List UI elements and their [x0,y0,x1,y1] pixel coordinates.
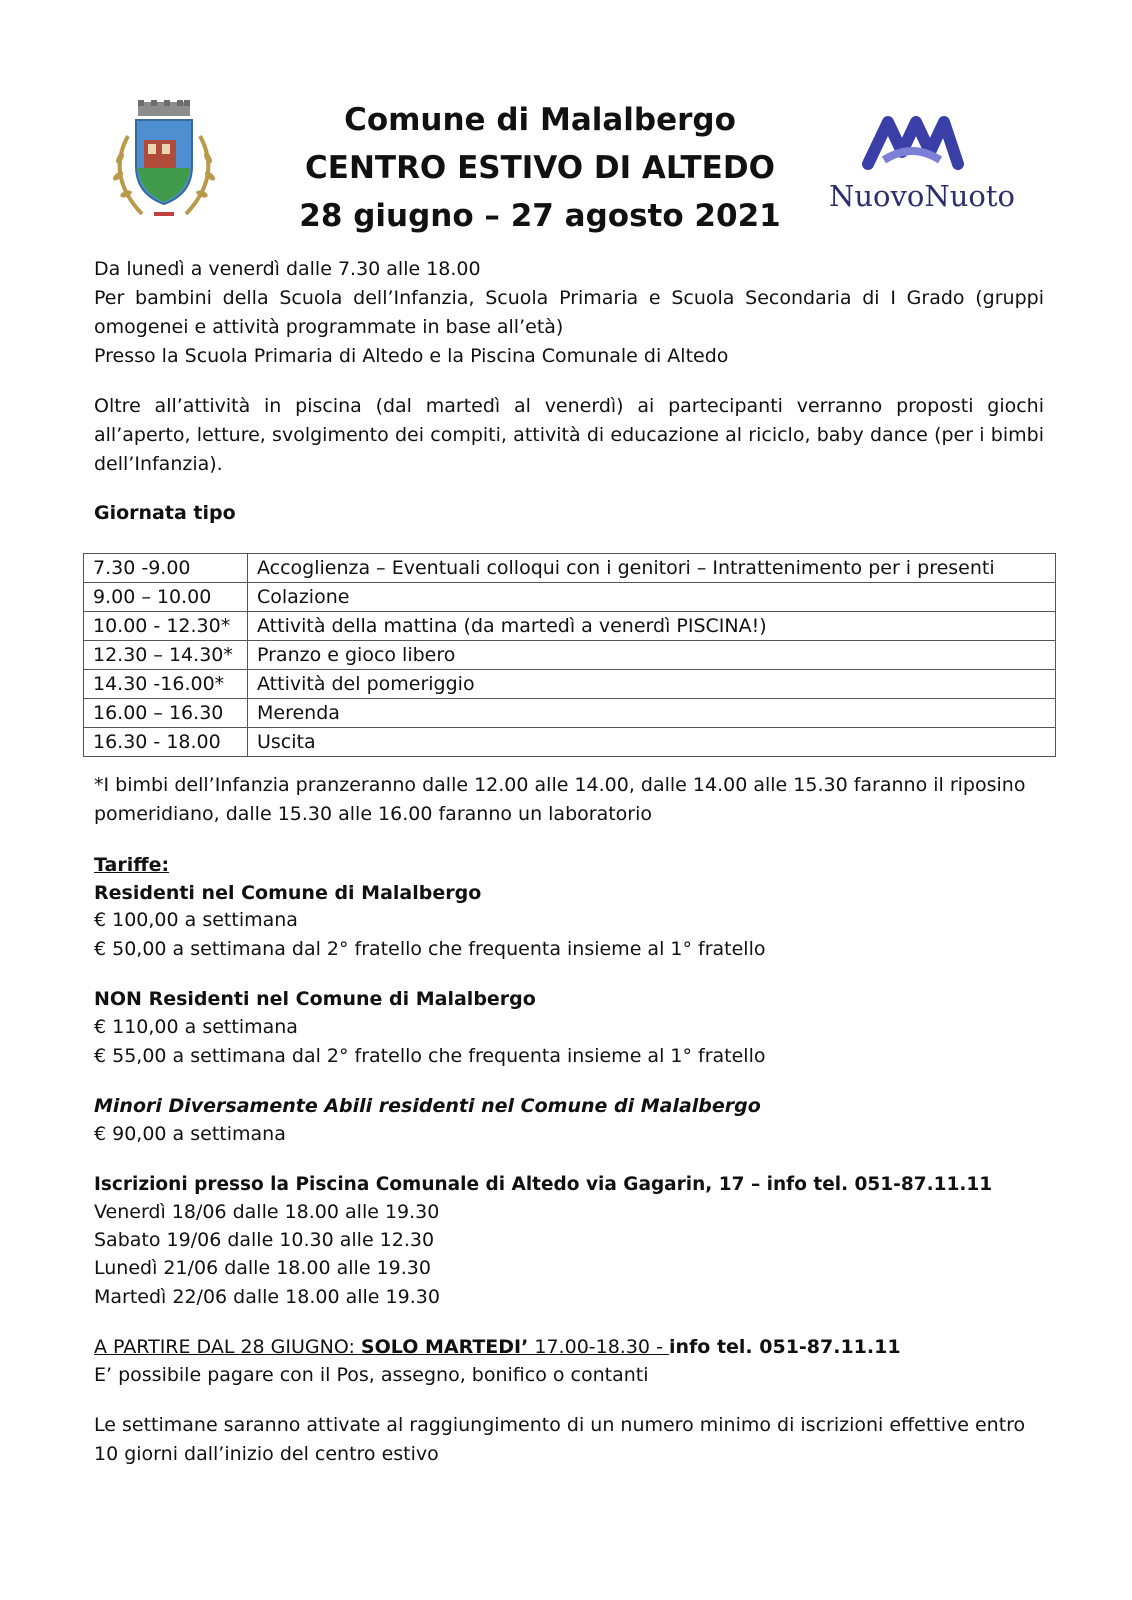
schedule-note: *I bimbi dell’Infanzia pranzeranno dalle 12.00 alle 14.00, dalle 14.00 alle 15.30 faranno il riposino pomeridiano, dalle 15.30 alle 16.00 faranno un laboratorio [94,774,1026,825]
schedule-time: 10.00 - 12.30* [84,612,248,641]
table-row [84,612,1056,641]
schedule-time: 12.30 – 14.30* [84,641,248,670]
schedule-activity: Attività della mattina (da martedì a venerdì PISCINA!) [248,612,1056,641]
intro-location: Presso la Scuola Primaria di Altedo e la Piscina Comunale di Altedo [94,345,729,367]
table-row [84,641,1056,670]
non-residents-sibling-price: € 55,00 a settimana dal 2° fratello che frequenta insieme al 1° fratello [94,1045,766,1067]
enrollment-date: Martedì 22/06 dalle 18.00 alle 19.30 [94,1286,440,1308]
from-days: SOLO MARTEDI’ [360,1336,529,1358]
intro-hours: Da lunedì a venerdì dalle 7.30 alle 18.00 [94,258,481,280]
document-title [260,96,820,240]
comune-crest-icon [98,96,230,228]
from-info: info tel. 051-87.11.11 [668,1336,901,1358]
nuovonuoto-logo-text: NuovoNuoto [829,179,1015,213]
schedule-heading: Giornata tipo [94,502,236,524]
schedule-time: 16.00 – 16.30 [84,699,248,728]
residents-sibling-price: € 50,00 a settimana dal 2° fratello che frequenta insieme al 1° fratello [94,938,766,960]
schedule-activity: Accoglienza – Eventuali colloqui con i genitori – Intrattenimento per i presenti [248,554,1056,583]
schedule-table [83,553,1056,757]
footer-note: Le settimane saranno attivate al raggiungimento di un numero minimo di iscrizioni effettive entro 10 giorni dall’inizio del centro estivo [94,1414,1026,1465]
schedule-time: 7.30 -9.00 [84,554,248,583]
schedule-activity: Merenda [248,699,1056,728]
residents-label: Residenti nel Comune di Malalbergo [94,882,482,904]
table-row [84,670,1056,699]
non-residents-label: NON Residenti nel Comune di Malalbergo [94,988,536,1010]
schedule-activity: Attività del pomeriggio [248,670,1056,699]
non-residents-price: € 110,00 a settimana [94,1016,298,1038]
tariffs-heading: Tariffe: [94,854,170,876]
residents-price: € 100,00 a settimana [94,909,298,931]
table-row [84,583,1056,612]
table-row [84,699,1056,728]
schedule-time: 16.30 - 18.00 [84,728,248,757]
schedule-time: 14.30 -16.00* [84,670,248,699]
enrollment-date: Sabato 19/06 dalle 10.30 alle 12.30 [94,1229,435,1251]
from-hours: 17.00-18.30 - [528,1336,669,1358]
from-prefix: A PARTIRE DAL 28 GIUGNO: [94,1336,361,1358]
title-line-1: Comune di Malalbergo [344,102,736,138]
activities-paragraph: Oltre all’attività in piscina (dal martedì al venerdì) ai partecipanti verranno proposti giochi all’aperto, letture, svolgimento dei compiti, attività di educazione al riciclo, baby dance (per i bimbi dell’Infanzia). [94,395,1044,475]
payment-methods: E’ possibile pagare con il Pos, assegno, bonifico o contanti [94,1364,649,1386]
table-row [84,554,1056,583]
enrollment-date: Lunedì 21/06 dalle 18.00 alle 19.30 [94,1257,431,1279]
schedule-activity: Colazione [248,583,1056,612]
title-line-3: 28 giugno – 27 agosto 2021 [299,198,781,234]
table-row [84,728,1056,757]
schedule-activity: Uscita [248,728,1056,757]
enrollment-heading: Iscrizioni presso la Piscina Comunale di Altedo via Gagarin, 17 – info tel. 051-87.11.11 [94,1174,993,1195]
enrollment-date: Venerdì 18/06 dalle 18.00 alle 19.30 [94,1201,440,1223]
intro-audience: Per bambini della Scuola dell’Infanzia, Scuola Primaria e Scuola Secondaria di I Grado (gruppi omogenei e attività programmate in base all’età) [94,287,1044,338]
nuovonuoto-logo [822,112,1022,212]
schedule-time: 9.00 – 10.00 [84,583,248,612]
disabled-label: Minori Diversamente Abili residenti nel Comune di Malalbergo [94,1095,761,1117]
nuovonuoto-wave-icon [822,112,1022,174]
enrollment-from-line [94,1333,1044,1362]
schedule-activity: Pranzo e gioco libero [248,641,1056,670]
disabled-price: € 90,00 a settimana [94,1123,286,1145]
title-line-2: CENTRO ESTIVO DI ALTEDO [305,150,775,186]
